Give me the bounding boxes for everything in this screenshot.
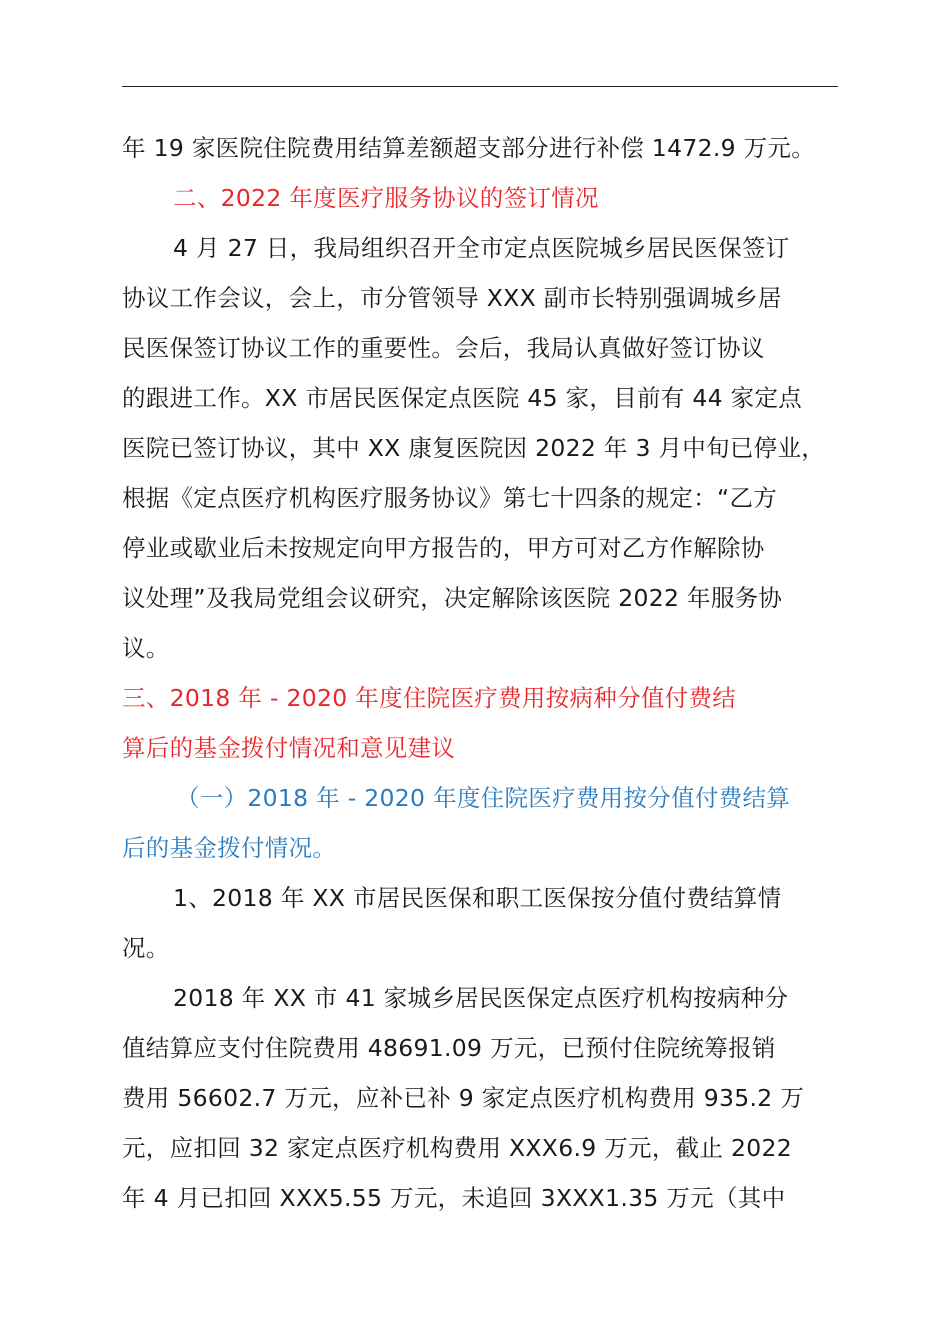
text-line-17: 况。	[122, 934, 170, 962]
subsection-heading-1-line-1: （一）2018 年 - 2020 年度住院医疗费用按分值付费结算	[176, 784, 791, 812]
section-heading-2: 二、2022 年度医疗服务协议的签订情况	[173, 184, 599, 212]
text-line-19: 值结算应支付住院费用 48691.09 万元，已预付住院统筹报销	[122, 1034, 776, 1062]
text-line-16: 1、2018 年 XX 市居民医保和职工医保按分值付费结算情	[173, 884, 782, 912]
text-line-4: 协议工作会议，会上，市分管领导 XXX 副市长特别强调城乡居	[122, 284, 782, 312]
section-heading-3-line-2: 算后的基金拨付情况和意见建议	[122, 734, 456, 762]
text-line-11: 议。	[122, 634, 170, 662]
text-line-10: 议处理”及我局党组会议研究，决定解除该医院 2022 年服务协	[122, 584, 783, 612]
text-line-8: 根据《定点医疗机构医疗服务协议》第七十四条的规定：“乙方	[122, 484, 778, 512]
text-line-1: 年 19 家医院住院费用结算差额超支部分进行补偿 1472.9 万元。	[122, 134, 816, 162]
header-rule	[122, 86, 838, 87]
text-line-7: 医院已签订协议，其中 XX 康复医院因 2022 年 3 月中旬已停业，	[122, 434, 826, 462]
text-line-9: 停业或歇业后未按规定向甲方报告的，甲方可对乙方作解除协	[122, 534, 765, 562]
subsection-heading-1-line-2: 后的基金拨付情况。	[122, 834, 337, 862]
text-line-21: 元，应扣回 32 家定点医疗机构费用 XXX6.9 万元，截止 2022	[122, 1134, 793, 1162]
text-line-5: 民医保签订协议工作的重要性。会后，我局认真做好签订协议	[122, 334, 765, 362]
text-line-6: 的跟进工作。XX 市居民医保定点医院 45 家，目前有 44 家定点	[122, 384, 803, 412]
text-line-22: 年 4 月已扣回 XXX5.55 万元，未追回 3XXX1.35 万元（其中	[122, 1184, 786, 1212]
text-line-18: 2018 年 XX 市 41 家城乡居民医保定点医疗机构按病种分	[173, 984, 789, 1012]
text-line-3: 4 月 27 日，我局组织召开全市定点医院城乡居民医保签订	[173, 234, 790, 262]
text-line-20: 费用 56602.7 万元，应补已补 9 家定点医疗机构费用 935.2 万	[122, 1084, 805, 1112]
section-heading-3-line-1: 三、2018 年 - 2020 年度住院医疗费用按病种分值付费结	[122, 684, 737, 712]
